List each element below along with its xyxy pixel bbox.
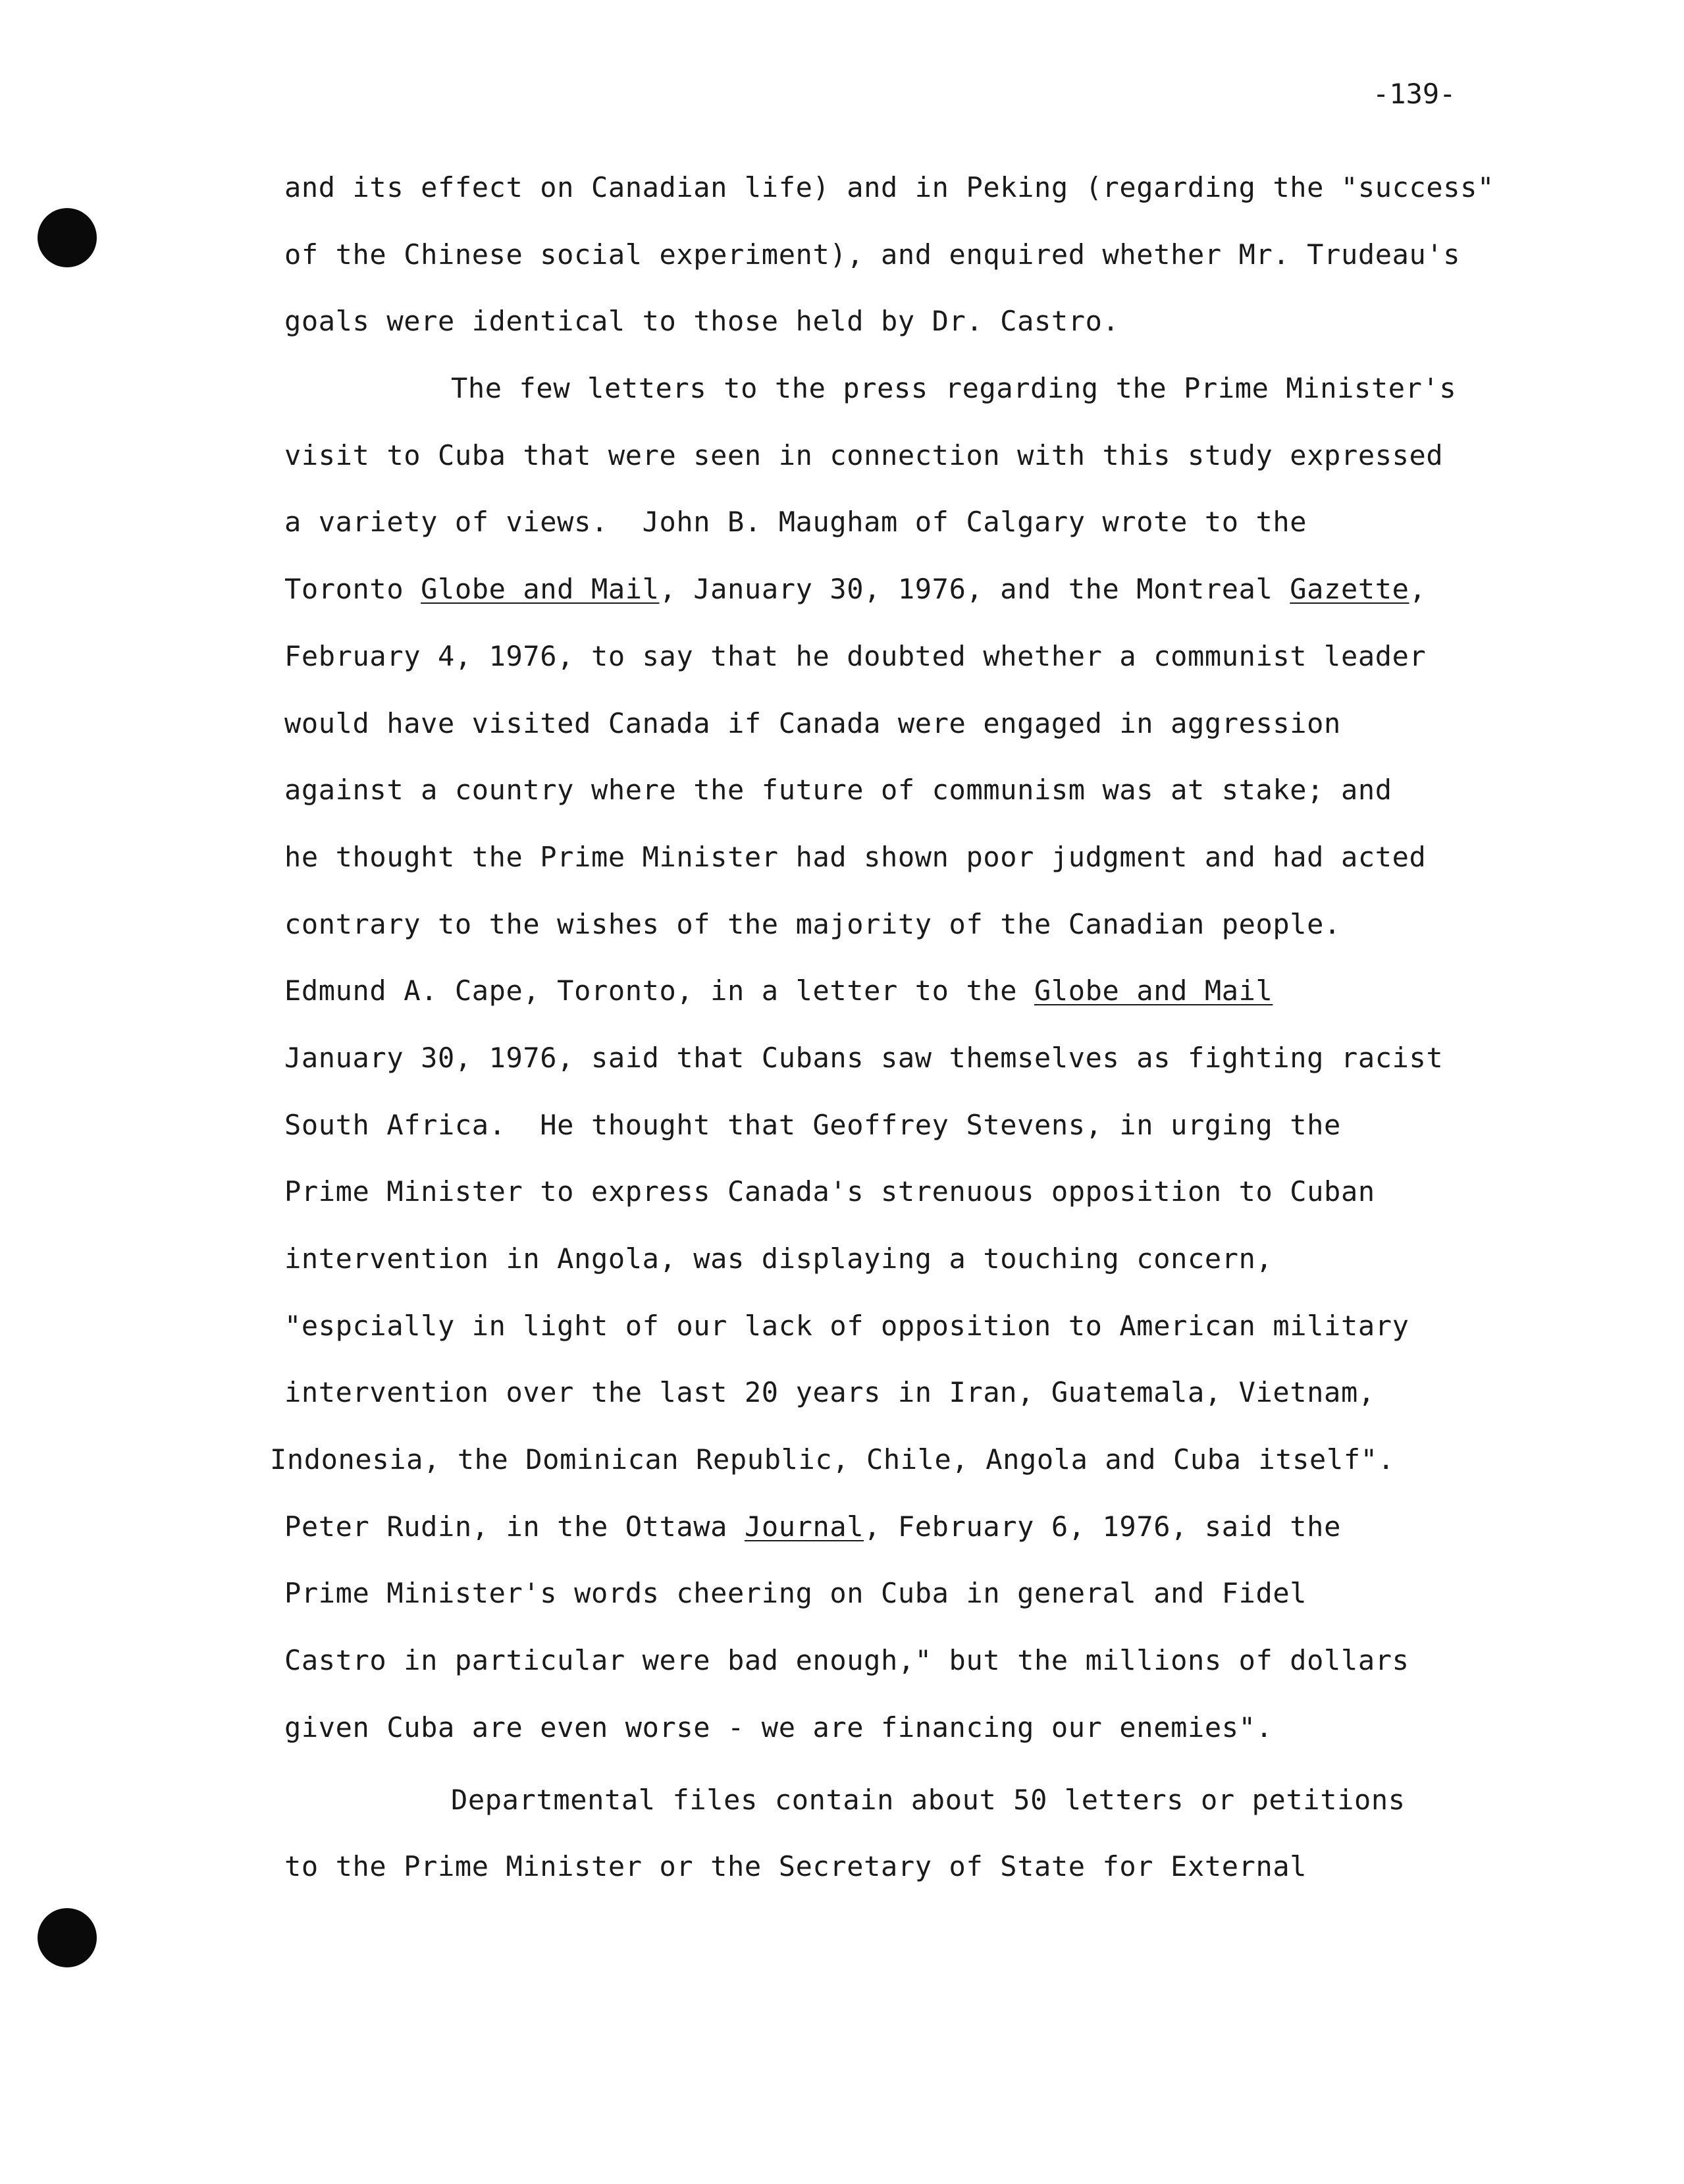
publication-gazette: Gazette <box>1290 573 1409 606</box>
publication-globe-and-mail: Globe and Mail <box>1034 974 1273 1007</box>
text-line: goals were identical to those held by Dr. Castro. <box>284 305 1120 338</box>
publication-globe-and-mail: Globe and Mail <box>421 573 660 606</box>
text-line: January 30, 1976, said that Cubans saw themselves as fighting racist <box>284 1041 1444 1074</box>
text-line <box>284 573 1489 640</box>
text-line: would have visited Canada if Canada were engaged in aggression <box>284 706 1341 739</box>
page-number: -139- <box>1373 78 1456 110</box>
publication-journal: Journal <box>744 1510 864 1543</box>
text-line: Prime Minister's words cheering on Cuba in general and Fidel <box>284 1577 1307 1610</box>
punch-hole-top <box>38 208 97 267</box>
text-line: Indonesia, the Dominican Republic, Chile, Angola and Cuba itself". <box>270 1443 1395 1476</box>
line-text: , <box>1409 573 1427 606</box>
line-text: Edmund A. Cape, Toronto, in a letter to the <box>284 974 1034 1007</box>
text-line: and its effect on Canadian life) and in Peking (regarding the "success" <box>284 171 1494 203</box>
text-line: a variety of views. John B. Maugham of Calgary wrote to the <box>284 506 1307 539</box>
text-line: contrary to the wishes of the majority of the Canadian people. <box>284 907 1341 940</box>
line-text: Peter Rudin, in the Ottawa <box>284 1510 745 1543</box>
body-text <box>270 171 1494 1917</box>
text-line <box>284 974 1489 1042</box>
text-line: Prime Minister to express Canada's strenuous opposition to Cuban <box>284 1175 1375 1208</box>
paragraph-start-line: The few letters to the press regarding the Prime Minister's <box>451 372 1457 405</box>
text-line: he thought the Prime Minister had shown poor judgment and had acted <box>284 840 1427 873</box>
text-line: visit to Cuba that were seen in connection with this study expressed <box>284 439 1444 471</box>
text-line <box>284 1510 1489 1578</box>
text-line: given Cuba are even worse - we are financing our enemies". <box>284 1711 1273 1744</box>
text-line: Castro in particular were bad enough," but the millions of dollars <box>284 1644 1409 1677</box>
text-line: intervention over the last 20 years in Iran, Guatemala, Vietnam, <box>284 1376 1375 1409</box>
line-text: Toronto <box>284 573 421 606</box>
punch-hole-bottom <box>38 1908 97 1967</box>
text-line: February 4, 1976, to say that he doubted whether a communist leader <box>284 639 1427 672</box>
line-text: , January 30, 1976, and the Montreal <box>659 573 1290 606</box>
text-line: intervention in Angola, was displaying a touching concern, <box>284 1242 1273 1275</box>
line-text: , February 6, 1976, said the <box>864 1510 1341 1543</box>
text-line: "espcially in light of our lack of opposition to American military <box>284 1309 1409 1342</box>
text-line: to the Prime Minister or the Secretary of State for External <box>284 1850 1307 1883</box>
paragraph-start-line: Departmental files contain about 50 letters or petitions <box>451 1783 1406 1816</box>
text-line: against a country where the future of communism was at stake; and <box>284 774 1392 807</box>
text-line: of the Chinese social experiment), and enquired whether Mr. Trudeau's <box>284 238 1461 271</box>
text-line: South Africa. He thought that Geoffrey Stevens, in urging the <box>284 1108 1341 1141</box>
